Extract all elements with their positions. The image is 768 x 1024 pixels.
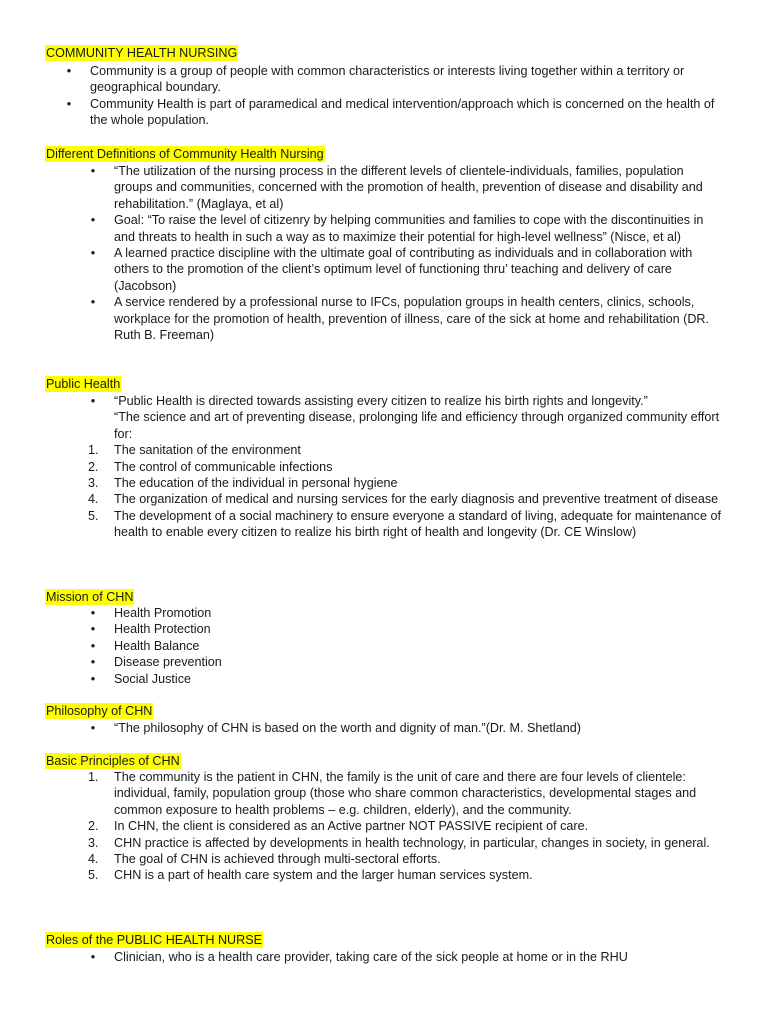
- heading-mission: Mission of CHN: [46, 590, 134, 604]
- bullet-icon: [89, 245, 97, 261]
- list-item: [0, 393, 768, 409]
- numbered-item: [0, 475, 768, 491]
- bullet-icon: [65, 63, 73, 79]
- list-item: [0, 720, 768, 736]
- heading-principles: Basic Principles of CHN: [46, 754, 180, 768]
- list-item-text: Community Health is part of paramedical and medical intervention/approach which is concerned on the health of the whole population.: [90, 96, 715, 128]
- numbered-item: [0, 508, 768, 541]
- numbered-item-text: The development of a social machinery to ensure everyone a standard of living, adequate for maintenance of health to enable every citizen to realize his birth right of health and longevity (Dr. CE Winslow): [114, 508, 721, 540]
- numbered-item-text: CHN practice is affected by developments in health technology, in particular, changes in society, in general.: [114, 835, 710, 850]
- item-number: 2.: [88, 459, 99, 474]
- item-number: 3.: [88, 476, 99, 491]
- numbered-item: [0, 867, 768, 883]
- list-item-text: “The philosophy of CHN is based on the worth and dignity of man.”(Dr. M. Shetland): [114, 721, 581, 735]
- list-item: [0, 96, 768, 129]
- numbered-item-text: The organization of medical and nursing services for the early diagnosis and preventive treatment of disease: [114, 492, 719, 507]
- bullet-icon: [89, 949, 97, 965]
- list-item-text: Goal: “To raise the level of citizenry by helping communities and families to cope with the discontinuities in and threats to health in such a way as to maximize their potential for high-level wellness” (Nisce, et al): [114, 213, 704, 244]
- bullet-icon: [89, 393, 97, 409]
- list-item-text: “The utilization of the nursing process in the different levels of clientele-individuals, families, population groups and communities, concerned with the promotion of health, prevention of disease and disability and rehabilitation.” (Maglaya, et al): [114, 164, 703, 211]
- numbered-item: [0, 818, 768, 834]
- bullet-icon: [89, 638, 97, 654]
- item-number: 1.: [88, 770, 99, 784]
- item-number: 5.: [88, 508, 99, 523]
- list-item-text: Disease prevention: [114, 655, 222, 670]
- list-item: [0, 63, 768, 96]
- list-item: [0, 163, 768, 212]
- list-item-text: Health Promotion: [114, 606, 212, 620]
- list-item: [0, 212, 768, 245]
- numbered-item-text: The goal of CHN is achieved through multi-sectoral efforts.: [114, 852, 441, 867]
- numbered-item: [0, 491, 768, 507]
- list-item-text: Health Protection: [114, 622, 211, 637]
- numbered-item-text: The community is the patient in CHN, the family is the unit of care and there are four levels of clientele: individual, family, population group (those who share common characteristics, developmental stages and common exposure to health problems – e.g. children, elderly), and the community.: [114, 770, 697, 817]
- list-item: [0, 671, 768, 687]
- numbered-item-text: In CHN, the client is considered as an Active partner NOT PASSIVE recipient of care.: [114, 819, 589, 834]
- item-number: 1.: [88, 443, 99, 458]
- numbered-item-text: The sanitation of the environment: [114, 443, 301, 458]
- heading-philosophy: Philosophy of CHN: [46, 704, 153, 718]
- bullet-icon: [89, 654, 97, 670]
- list-item-text: Clinician, who is a health care provider, taking care of the sick people at home or in the RHU: [114, 950, 628, 964]
- list-item-text: A learned practice discipline with the ultimate goal of contributing as individuals and in collaboration with others to the promotion of the client’s optimum level of functioning thru’ teaching and delivery of care (Jacobson): [114, 246, 693, 293]
- list-item: [0, 654, 768, 670]
- list-item: [0, 949, 768, 965]
- numbered-item: [0, 851, 768, 867]
- bullet-icon: [89, 294, 97, 310]
- item-number: 4.: [88, 852, 99, 867]
- bullet-icon: [89, 671, 97, 687]
- list-item: [0, 245, 768, 294]
- heading-public-health: Public Health: [46, 377, 121, 391]
- bullet-icon: [65, 96, 73, 112]
- list-item: [0, 621, 768, 637]
- item-number: 3.: [88, 835, 99, 850]
- intro-continuation: “The science and art of preventing disease, prolonging life and efficiency through organized community effort for:: [114, 410, 720, 441]
- heading-definitions: Different Definitions of Community Health Nursing: [46, 147, 324, 161]
- numbered-item: [0, 442, 768, 458]
- list-item: [0, 638, 768, 654]
- item-number: 4.: [88, 492, 99, 507]
- numbered-item-text: The education of the individual in personal hygiene: [114, 476, 398, 491]
- list-item-text: Community is a group of people with common characteristics or interests living together within a territory or geographical boundary.: [90, 64, 685, 95]
- heading-roles: Roles of the PUBLIC HEALTH NURSE: [46, 933, 263, 947]
- bullet-icon: [89, 212, 97, 228]
- list-item-text: “Public Health is directed towards assisting every citizen to realize his birth rights and longevity.”: [114, 394, 648, 408]
- numbered-item: [0, 769, 768, 818]
- list-item-text: Health Balance: [114, 638, 200, 653]
- list-item-text: A service rendered by a professional nurse to IFCs, population groups in health centers, clinics, schools, workplace for the promotion of health, prevention of illness, care of the sick at home and rehabilitation (DR. Ruth B. Freeman): [114, 295, 710, 343]
- bullet-icon: [89, 163, 97, 179]
- bullet-icon: [89, 621, 97, 637]
- list-item: [0, 605, 768, 621]
- numbered-item: [0, 459, 768, 475]
- bullet-icon: [89, 720, 97, 736]
- numbered-item-text: The control of communicable infections: [114, 459, 333, 474]
- heading-community-health-nursing: COMMUNITY HEALTH NURSING: [46, 46, 238, 60]
- list-item-text: Social Justice: [114, 671, 191, 686]
- item-number: 5.: [88, 868, 99, 883]
- numbered-item: [0, 835, 768, 851]
- item-number: 2.: [88, 819, 99, 834]
- numbered-item-text: CHN is a part of health care system and the larger human services system.: [114, 868, 533, 883]
- list-item: [0, 294, 768, 343]
- bullet-icon: [89, 605, 97, 621]
